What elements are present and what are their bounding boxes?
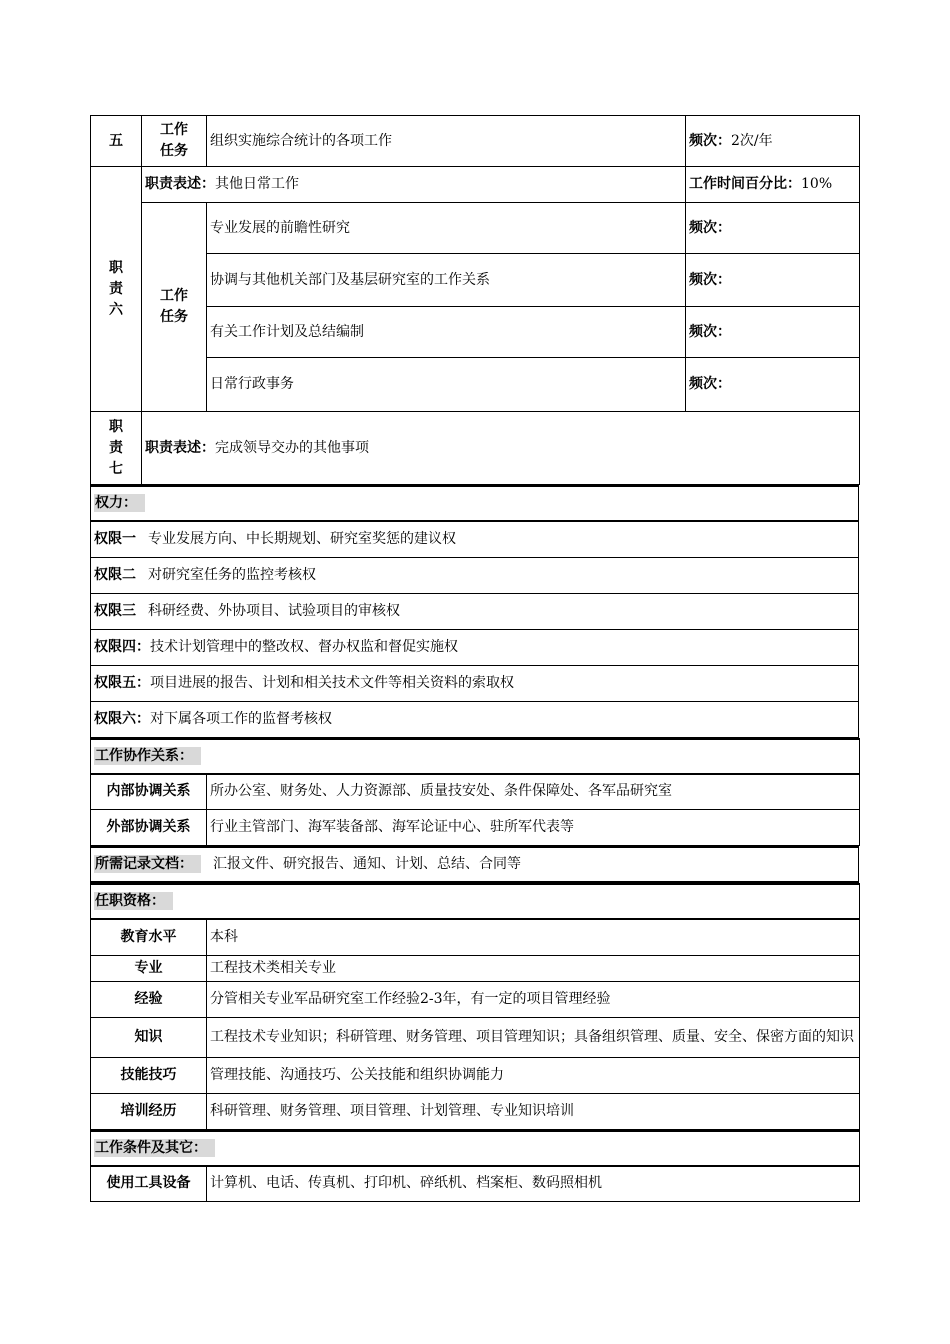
qualification-row xyxy=(91,919,860,955)
power-item xyxy=(91,701,859,737)
duty6-task-text: 协调与其他机关部门及基层研究室的工作关系 xyxy=(207,254,686,307)
duty7-description xyxy=(142,412,860,485)
qualification-text: 工程技术专业知识；科研管理、财务管理、项目管理知识；具备组织管理、质量、安全、保密方面的知识 xyxy=(207,1017,860,1057)
qualification-header xyxy=(91,884,860,919)
duty6-task-freq: 频次： xyxy=(686,307,860,358)
desc-text: 完成领导交办的其他事项 xyxy=(215,439,369,456)
desc-label: 职责表述： xyxy=(145,176,215,192)
qualification-row xyxy=(91,955,860,981)
conditions-header xyxy=(91,1131,860,1166)
records-label: 所需记录文档： xyxy=(94,855,201,873)
qualification-row xyxy=(91,1057,860,1093)
duty5-number: 五 xyxy=(91,116,142,167)
duty7-label: 职 责 七 xyxy=(91,412,142,485)
pct-label: 工作时间百分比： xyxy=(689,176,801,192)
duty6-task-freq: 频次： xyxy=(686,358,860,412)
relations-header xyxy=(91,739,860,774)
duty6-label: 职 责 六 xyxy=(91,167,142,412)
duty6-task-freq: 频次： xyxy=(686,203,860,254)
duty6-task-text: 日常行政事务 xyxy=(207,358,686,412)
qualification-label: 经验 xyxy=(91,981,207,1017)
conditions-table xyxy=(90,1130,860,1203)
duty6-task-row xyxy=(91,307,860,358)
duty6-desc-row xyxy=(91,167,860,203)
duty5-task-text: 组织实施综合统计的各项工作 xyxy=(207,116,686,167)
duty6-description xyxy=(142,167,686,203)
duty6-task-row xyxy=(91,254,860,307)
power-text: 科研经费、外协项目、试验项目的审核权 xyxy=(148,602,400,619)
power-item xyxy=(91,593,859,629)
freq-label: 频次： xyxy=(689,132,731,149)
power-label: 权限一 xyxy=(94,530,136,547)
duties-table xyxy=(90,115,860,485)
power-label: 权限三 xyxy=(94,602,136,619)
relations-title: 工作协作关系： xyxy=(94,747,201,765)
relations-table xyxy=(90,738,860,847)
duty6-task-row xyxy=(91,203,860,254)
tools-row xyxy=(91,1166,860,1202)
qualification-text: 本科 xyxy=(207,919,860,955)
tools-text: 计算机、电话、传真机、打印机、碎纸机、档案柜、数码照相机 xyxy=(207,1166,860,1202)
qualification-row xyxy=(91,1093,860,1129)
power-text: 对研究室任务的监控考核权 xyxy=(148,566,316,583)
power-header xyxy=(91,486,859,521)
power-item xyxy=(91,521,859,557)
records-row xyxy=(91,847,859,882)
power-label: 权限五： xyxy=(94,674,150,691)
internal-relations-row xyxy=(91,774,860,810)
power-label: 权限二 xyxy=(94,566,136,583)
duty6-task-freq: 频次： xyxy=(686,254,860,307)
power-text: 对下属各项工作的监督考核权 xyxy=(150,710,332,727)
power-table xyxy=(90,485,859,738)
duty7-row xyxy=(91,412,860,485)
power-text: 技术计划管理中的整改权、督办权监和督促实施权 xyxy=(150,638,458,655)
qualification-text: 管理技能、沟通技巧、公关技能和组织协调能力 xyxy=(207,1057,860,1093)
duty6-task-text: 专业发展的前瞻性研究 xyxy=(207,203,686,254)
external-relations-row xyxy=(91,810,860,846)
power-item xyxy=(91,629,859,665)
qualification-text: 工程技术类相关专业 xyxy=(207,955,860,981)
qualification-label: 培训经历 xyxy=(91,1093,207,1129)
records-table xyxy=(90,846,859,883)
power-item xyxy=(91,665,859,701)
internal-relations-label: 内部协调关系 xyxy=(91,774,207,810)
job-description-sheet xyxy=(90,115,859,1202)
qualification-label: 专业 xyxy=(91,955,207,981)
duty6-task-text: 有关工作计划及总结编制 xyxy=(207,307,686,358)
duty5-task-label: 工作 任务 xyxy=(142,116,207,167)
desc-text: 其他日常工作 xyxy=(215,176,299,192)
power-label: 权限六： xyxy=(94,710,150,727)
qualification-label: 教育水平 xyxy=(91,919,207,955)
duty6-task-label: 工作 任务 xyxy=(142,203,207,412)
duty6-task-row xyxy=(91,358,860,412)
qualification-row xyxy=(91,981,860,1017)
freq-value: 2次/年 xyxy=(731,132,773,149)
power-title: 权力： xyxy=(94,494,145,512)
power-label: 权限四： xyxy=(94,638,150,655)
qualification-row xyxy=(91,1017,860,1057)
power-item xyxy=(91,557,859,593)
qualification-text: 分管相关专业军品研究室工作经验2-3年，有一定的项目管理经验 xyxy=(207,981,860,1017)
records-text: 汇报文件、研究报告、通知、计划、总结、合同等 xyxy=(213,856,521,872)
internal-relations-text: 所办公室、财务处、人力资源部、质量技安处、条件保障处、各军品研究室 xyxy=(207,774,860,810)
external-relations-label: 外部协调关系 xyxy=(91,810,207,846)
duty6-time-percent xyxy=(686,167,860,203)
duty5-frequency xyxy=(686,116,860,167)
desc-label: 职责表述： xyxy=(145,439,215,456)
pct-value: 10% xyxy=(801,176,833,192)
external-relations-text: 行业主管部门、海军装备部、海军论证中心、驻所军代表等 xyxy=(207,810,860,846)
qualification-title: 任职资格： xyxy=(94,892,173,910)
power-text: 专业发展方向、中长期规划、研究室奖惩的建议权 xyxy=(148,530,456,547)
qualification-label: 知识 xyxy=(91,1017,207,1057)
tools-label: 使用工具设备 xyxy=(91,1166,207,1202)
qualification-table xyxy=(90,883,860,1130)
conditions-title: 工作条件及其它： xyxy=(94,1139,215,1157)
power-text: 项目进展的报告、计划和相关技术文件等相关资料的索取权 xyxy=(150,674,514,691)
qualification-text: 科研管理、财务管理、项目管理、计划管理、专业知识培训 xyxy=(207,1093,860,1129)
duty5-row xyxy=(91,116,860,167)
qualification-label: 技能技巧 xyxy=(91,1057,207,1093)
